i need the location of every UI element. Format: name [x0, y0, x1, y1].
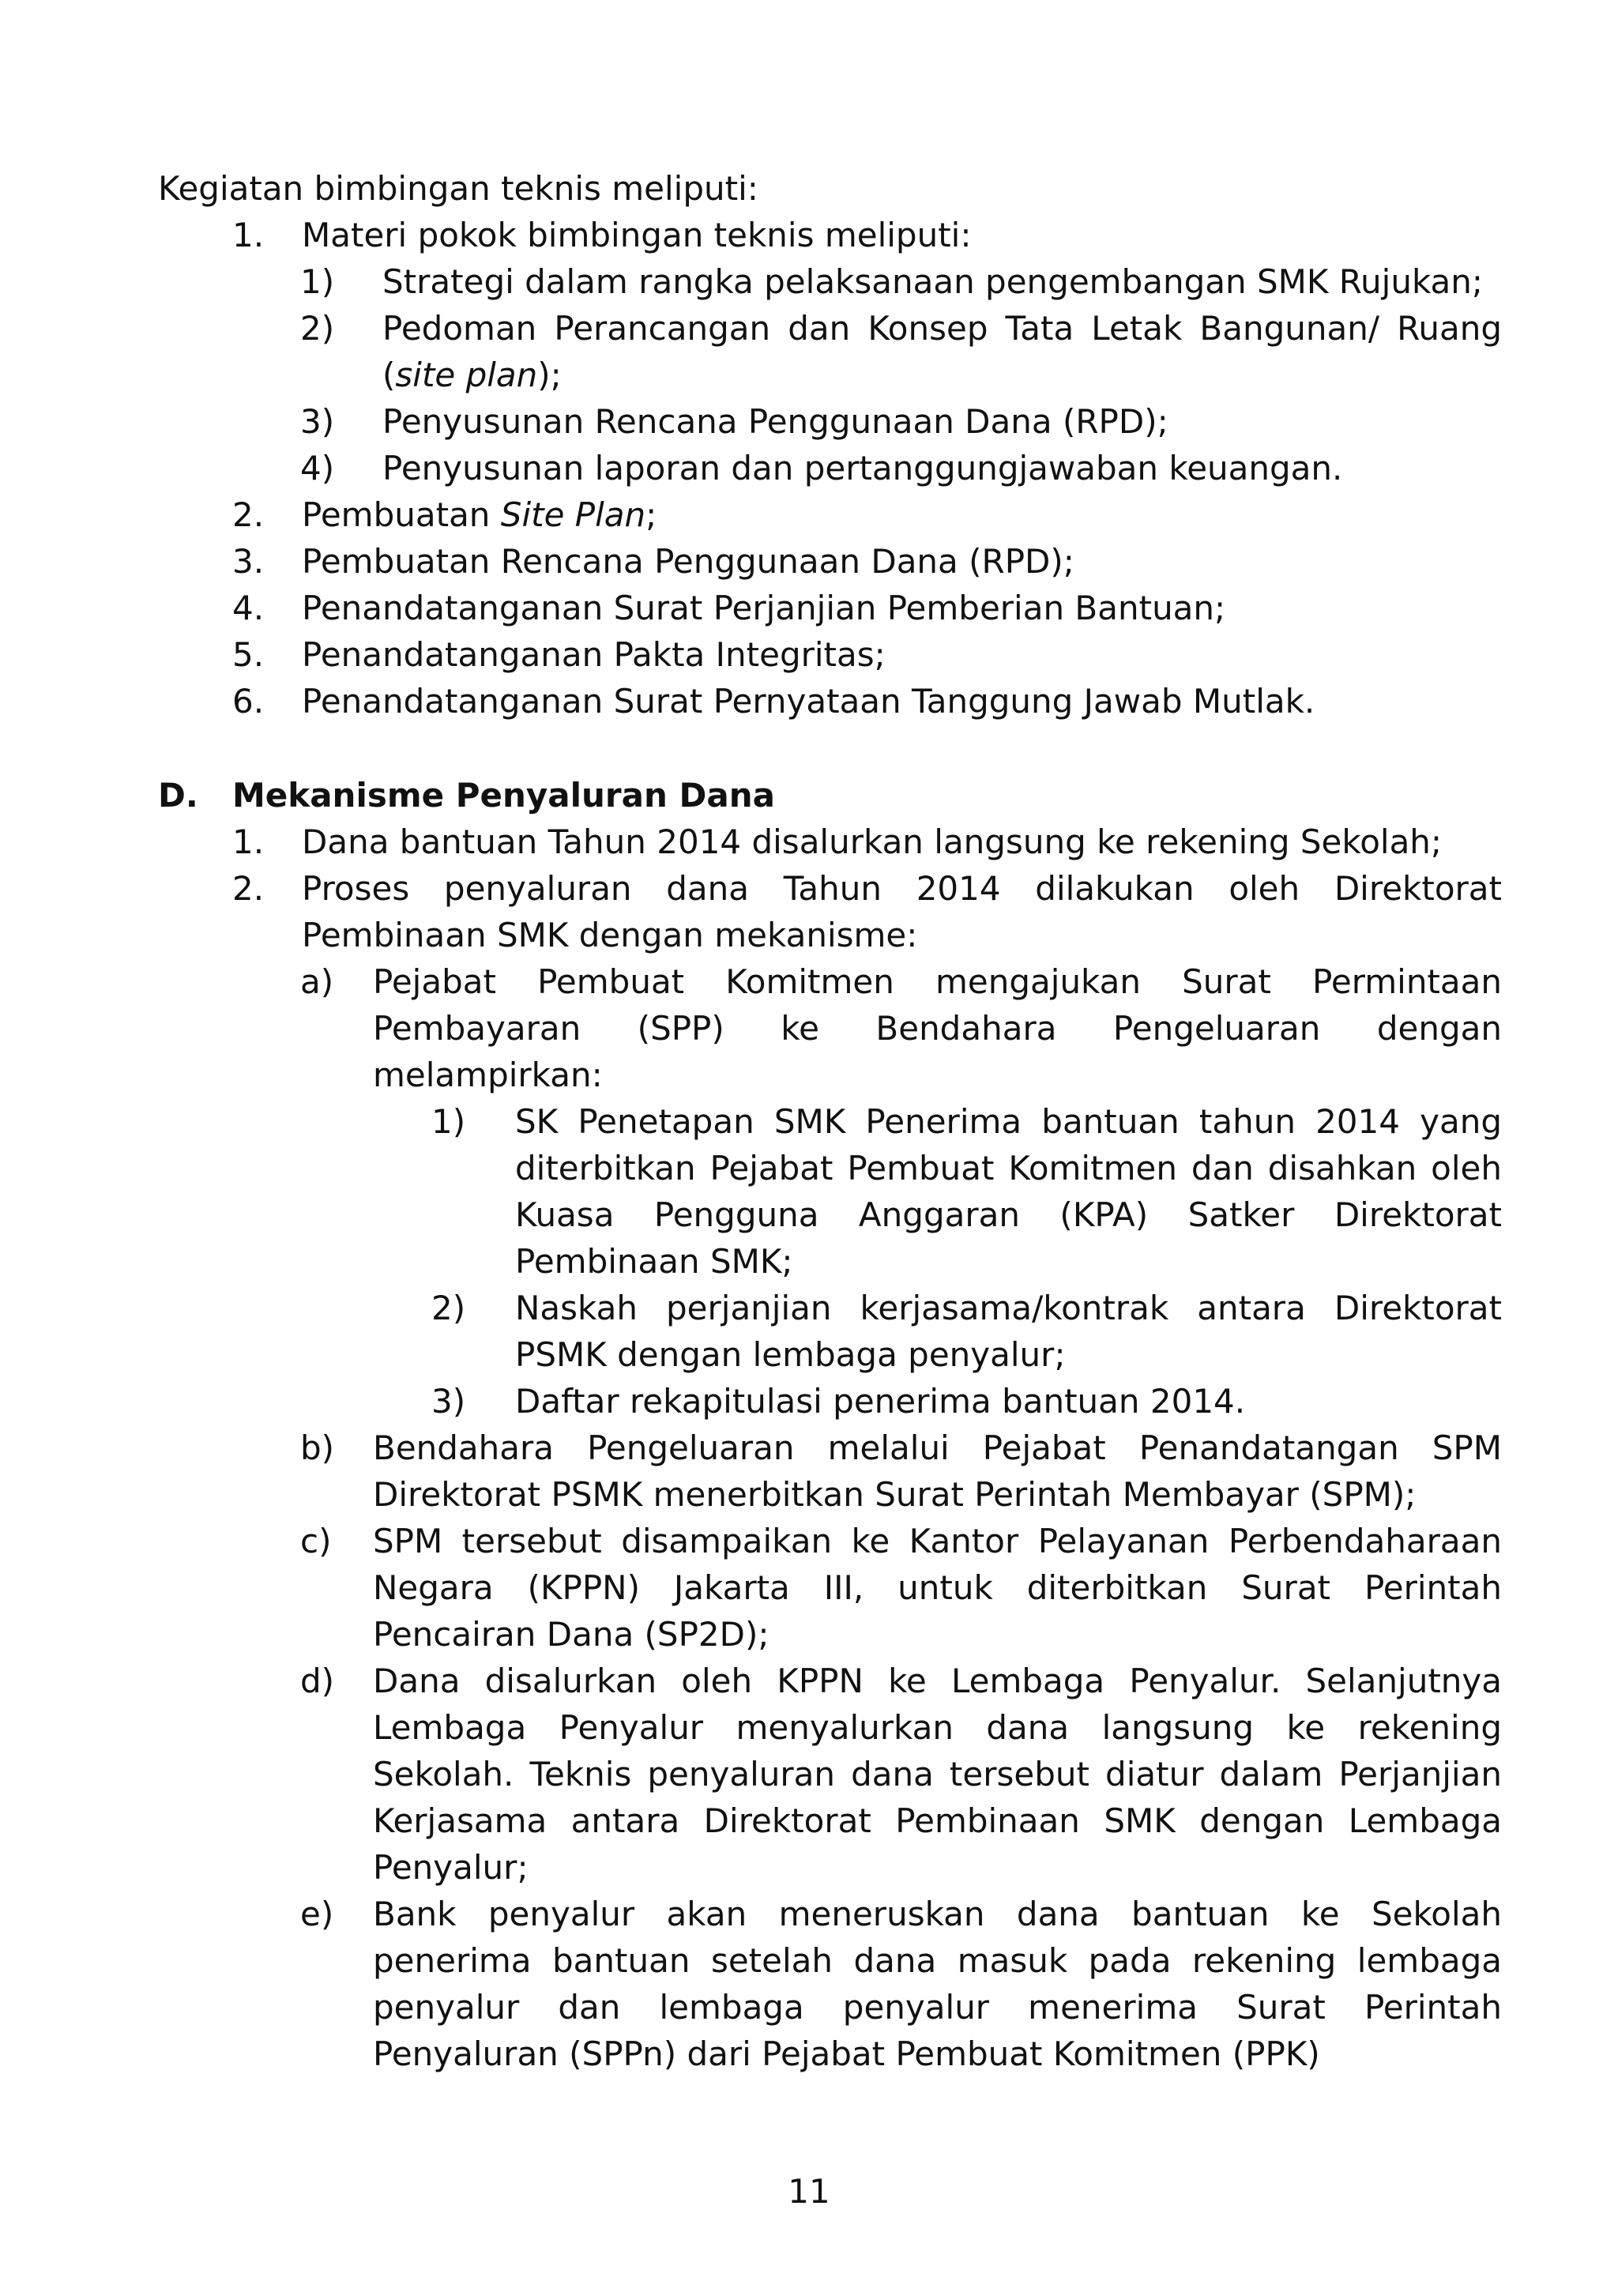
step-a [158, 958, 1502, 1098]
section-item-2 [158, 865, 1502, 958]
attachment-number: 3) [431, 1382, 466, 1421]
list-number: 3. [232, 542, 265, 581]
sub-number: 1) [300, 262, 335, 301]
step-text: Bank penyalur akan meneruskan dana bantuan ke Sekolah penerima bantuan setelah dana masuk pada rekening lembaga penyalur dan lembaga penyalur menerima Surat Perintah Penyaluran (SPPn) dari Pejabat Pembuat Komitmen (PPK) [373, 1895, 1502, 2073]
step-letter: d) [300, 1662, 335, 1700]
list-item-1 [158, 212, 1502, 258]
list-text-italic: Site Plan [500, 495, 646, 534]
section-item-1 [158, 819, 1502, 865]
list-text: Penandatanganan Surat Perjanjian Pemberian Bantuan; [302, 589, 1226, 627]
page-content [158, 165, 1502, 2077]
sub-text: Strategi dalam rangka pelaksanaan pengembangan SMK Rujukan; [382, 262, 1484, 301]
step-letter: c) [300, 1522, 332, 1560]
list-number: 6. [232, 682, 265, 721]
step-text: Bendahara Pengeluaran melalui Pejabat Penandatangan SPM Direktorat PSMK menerbitkan Surat Perintah Membayar (SPM); [373, 1428, 1502, 1514]
section-title: Mekanisme Penyaluran Dana [232, 776, 775, 815]
list-number: 1. [232, 822, 265, 861]
step-letter: a) [300, 962, 334, 1001]
step-e [158, 1891, 1502, 2077]
sub-item-1-2 [158, 305, 1502, 398]
sub-text-pre: Pedoman Perancangan dan Konsep Tata Letak Bangunan/ Ruang ( [382, 309, 1502, 394]
step-text: SPM tersebut disampaikan ke Kantor Pelayanan Perbendaharaan Negara (KPPN) Jakarta III, untuk diterbitkan Surat Perintah Pencairan Dana (SP2D); [373, 1522, 1502, 1654]
attachment-text: SK Penetapan SMK Penerima bantuan tahun 2014 yang diterbitkan Pejabat Pembuat Komitmen dan disahkan oleh Kuasa Pengguna Anggaran (KPA) Satker Direktorat Pembinaan SMK; [515, 1102, 1502, 1281]
list-item-6 [158, 678, 1502, 725]
list-text: Materi pokok bimbingan teknis meliputi: [302, 216, 972, 254]
attachment-item-1 [158, 1098, 1502, 1285]
section-heading [158, 772, 1502, 819]
list-text-post: ; [645, 495, 657, 534]
list-number: 1. [232, 216, 265, 254]
attachment-number: 2) [431, 1289, 466, 1327]
list-item-5 [158, 631, 1502, 678]
list-text-pre: Pembuatan [302, 495, 501, 534]
sub-item-1-1 [158, 258, 1502, 305]
list-item-3 [158, 538, 1502, 585]
step-text: Dana disalurkan oleh KPPN ke Lembaga Penyalur. Selanjutnya Lembaga Penyalur menyalurkan dana langsung ke rekening Sekolah. Teknis penyaluran dana tersebut diatur dalam Perjanjian Kerjasama antara Direktorat Pembinaan SMK dengan Lembaga Penyalur; [373, 1662, 1502, 1887]
sub-text-italic: site plan [395, 356, 538, 394]
list-number: 5. [232, 635, 265, 674]
step-d [158, 1658, 1502, 1891]
step-letter: b) [300, 1428, 335, 1467]
sub-text: Penyusunan laporan dan pertanggungjawaban keuangan. [382, 449, 1343, 487]
step-b [158, 1425, 1502, 1518]
sub-item-1-4 [158, 445, 1502, 491]
list-text: Dana bantuan Tahun 2014 disalurkan langsung ke rekening Sekolah; [302, 822, 1443, 861]
sub-number: 2) [300, 309, 335, 348]
attachment-text: Naskah perjanjian kerjasama/kontrak antara Direktorat PSMK dengan lembaga penyalur; [515, 1289, 1502, 1374]
list-text [302, 491, 1502, 538]
sub-text [382, 305, 1502, 398]
list-text: Pembuatan Rencana Penggunaan Dana (RPD); [302, 542, 1074, 581]
sub-text-post: ); [537, 356, 562, 394]
list-text: Penandatanganan Surat Pernyataan Tanggung Jawab Mutlak. [302, 682, 1315, 721]
sub-number: 3) [300, 402, 335, 441]
list-number: 4. [232, 589, 265, 627]
attachment-number: 1) [431, 1102, 466, 1141]
intro-text: Kegiatan bimbingan teknis meliputi: [158, 169, 758, 208]
section-letter: D. [158, 776, 198, 815]
page-number: 11 [788, 2172, 830, 2211]
list-text: Penandatanganan Pakta Integritas; [302, 635, 886, 674]
list-number: 2. [232, 869, 265, 908]
sub-item-1-3 [158, 398, 1502, 445]
list-text: Proses penyaluran dana Tahun 2014 dilakukan oleh Direktorat Pembinaan SMK dengan mekanisme: [302, 869, 1502, 954]
list-item-2 [158, 491, 1502, 538]
list-number: 2. [232, 495, 265, 534]
attachment-item-2 [158, 1285, 1502, 1378]
step-letter: e) [300, 1895, 334, 1933]
sub-text: Penyusunan Rencana Penggunaan Dana (RPD); [382, 402, 1168, 441]
list-item-4 [158, 585, 1502, 631]
step-text: Pejabat Pembuat Komitmen mengajukan Surat Permintaan Pembayaran (SPP) ke Bendahara Pengeluaran dengan melampirkan: [373, 962, 1502, 1094]
step-c [158, 1518, 1502, 1658]
attachment-text: Daftar rekapitulasi penerima bantuan 2014. [515, 1382, 1246, 1421]
sub-number: 4) [300, 449, 335, 487]
attachment-item-3 [158, 1378, 1502, 1425]
